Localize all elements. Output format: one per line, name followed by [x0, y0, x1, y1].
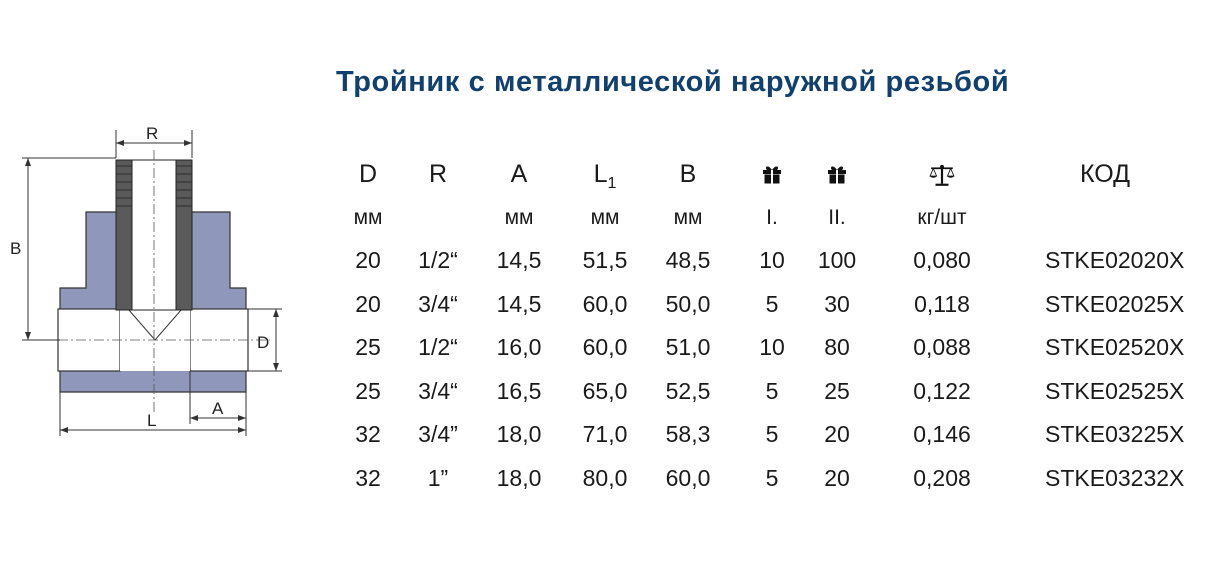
cell-d: 20: [355, 290, 381, 317]
header-code: КОД: [1079, 160, 1131, 188]
cell-a: 18,0: [496, 464, 542, 491]
cell-b: 58,3: [665, 421, 711, 447]
cell-l1: 60,0: [582, 290, 628, 317]
cell-pack-2: 30: [824, 290, 850, 317]
label-d: D: [257, 333, 270, 352]
cell-pack-2: 25: [824, 377, 850, 404]
cell-pack-2: 20: [824, 464, 850, 491]
header-a: A: [510, 160, 528, 188]
cell-l1: 51,5: [582, 247, 628, 273]
cell-code: STKE02020X: [1045, 247, 1185, 273]
cell-pack-2: 80: [824, 334, 850, 360]
scales-icon: [929, 164, 955, 186]
unit-a: мм: [504, 206, 534, 229]
cell-pack-2: 20: [824, 421, 850, 447]
unit-d: мм: [353, 206, 383, 229]
label-l: L: [147, 411, 157, 430]
tee-fitting-drawing: [0, 118, 300, 448]
cell-r: 1”: [427, 464, 449, 491]
header-b: B: [679, 160, 697, 188]
cell-pack-1: 5: [765, 421, 779, 447]
cell-weight: 0,146: [913, 421, 971, 447]
cell-r: 1/2“: [418, 247, 458, 273]
cell-weight: 0,080: [913, 247, 971, 273]
cell-r: 1/2“: [418, 334, 458, 360]
cell-b: 51,0: [665, 334, 711, 360]
cell-a: 18,0: [496, 421, 542, 447]
cell-l1: 60,0: [582, 334, 628, 360]
cell-d: 32: [355, 464, 381, 491]
cell-a: 16,5: [496, 377, 542, 404]
cell-r: 3/4“: [418, 377, 458, 404]
cell-d: 32: [355, 421, 381, 447]
cell-b: 50,0: [665, 290, 711, 317]
cell-a: 14,5: [496, 247, 542, 273]
cell-pack-1: 5: [765, 290, 779, 317]
cell-code: STKE02025X: [1045, 290, 1185, 317]
header-d: D: [358, 160, 378, 188]
gift-icon: [827, 164, 847, 184]
cell-b: 48,5: [665, 247, 711, 273]
cell-weight: 0,118: [914, 290, 970, 317]
header-l1: $L_1$: [593, 160, 617, 192]
unit-l1: мм: [590, 206, 620, 229]
cell-d: 25: [355, 334, 381, 360]
cell-r: 3/4”: [418, 421, 458, 447]
cell-pack-1: 5: [765, 377, 779, 404]
header-l-subscript: 1: [607, 175, 617, 192]
cell-weight: 0,088: [913, 334, 971, 360]
cell-b: 52,5: [665, 377, 711, 404]
unit-pack-2: II.: [828, 206, 846, 229]
page-title: Тройник с металлической наружной резьбой: [336, 66, 1010, 98]
unit-b: мм: [673, 206, 703, 229]
unit-pack-1: I.: [766, 206, 778, 229]
cell-l1: 80,0: [582, 464, 628, 491]
cell-d: 25: [355, 377, 381, 404]
cell-d: 20: [355, 247, 381, 273]
cell-a: 16,0: [496, 334, 542, 360]
cell-pack-2: 100: [817, 247, 857, 273]
cell-code: STKE03225X: [1045, 421, 1185, 447]
cell-pack-1: 10: [759, 334, 785, 360]
cell-weight: 0,208: [913, 464, 971, 491]
cell-l1: 65,0: [582, 377, 628, 404]
cell-code: STKE03232X: [1045, 464, 1185, 491]
cell-r: 3/4“: [418, 290, 458, 317]
label-a: A: [212, 399, 224, 418]
cell-code: STKE02525X: [1045, 377, 1185, 404]
gift-icon: [762, 164, 782, 184]
label-r: R: [146, 124, 159, 143]
header-r: R: [428, 160, 448, 188]
cell-pack-1: 10: [759, 247, 785, 273]
cell-l1: 71,0: [582, 421, 628, 447]
cell-pack-1: 5: [765, 464, 779, 491]
cell-b: 60,0: [665, 464, 711, 491]
cell-code: STKE02520X: [1045, 334, 1185, 360]
cell-a: 14,5: [496, 290, 542, 317]
label-b: B: [10, 239, 22, 258]
cell-weight: 0,122: [913, 377, 971, 404]
unit-weight: кг/шт: [917, 206, 967, 229]
